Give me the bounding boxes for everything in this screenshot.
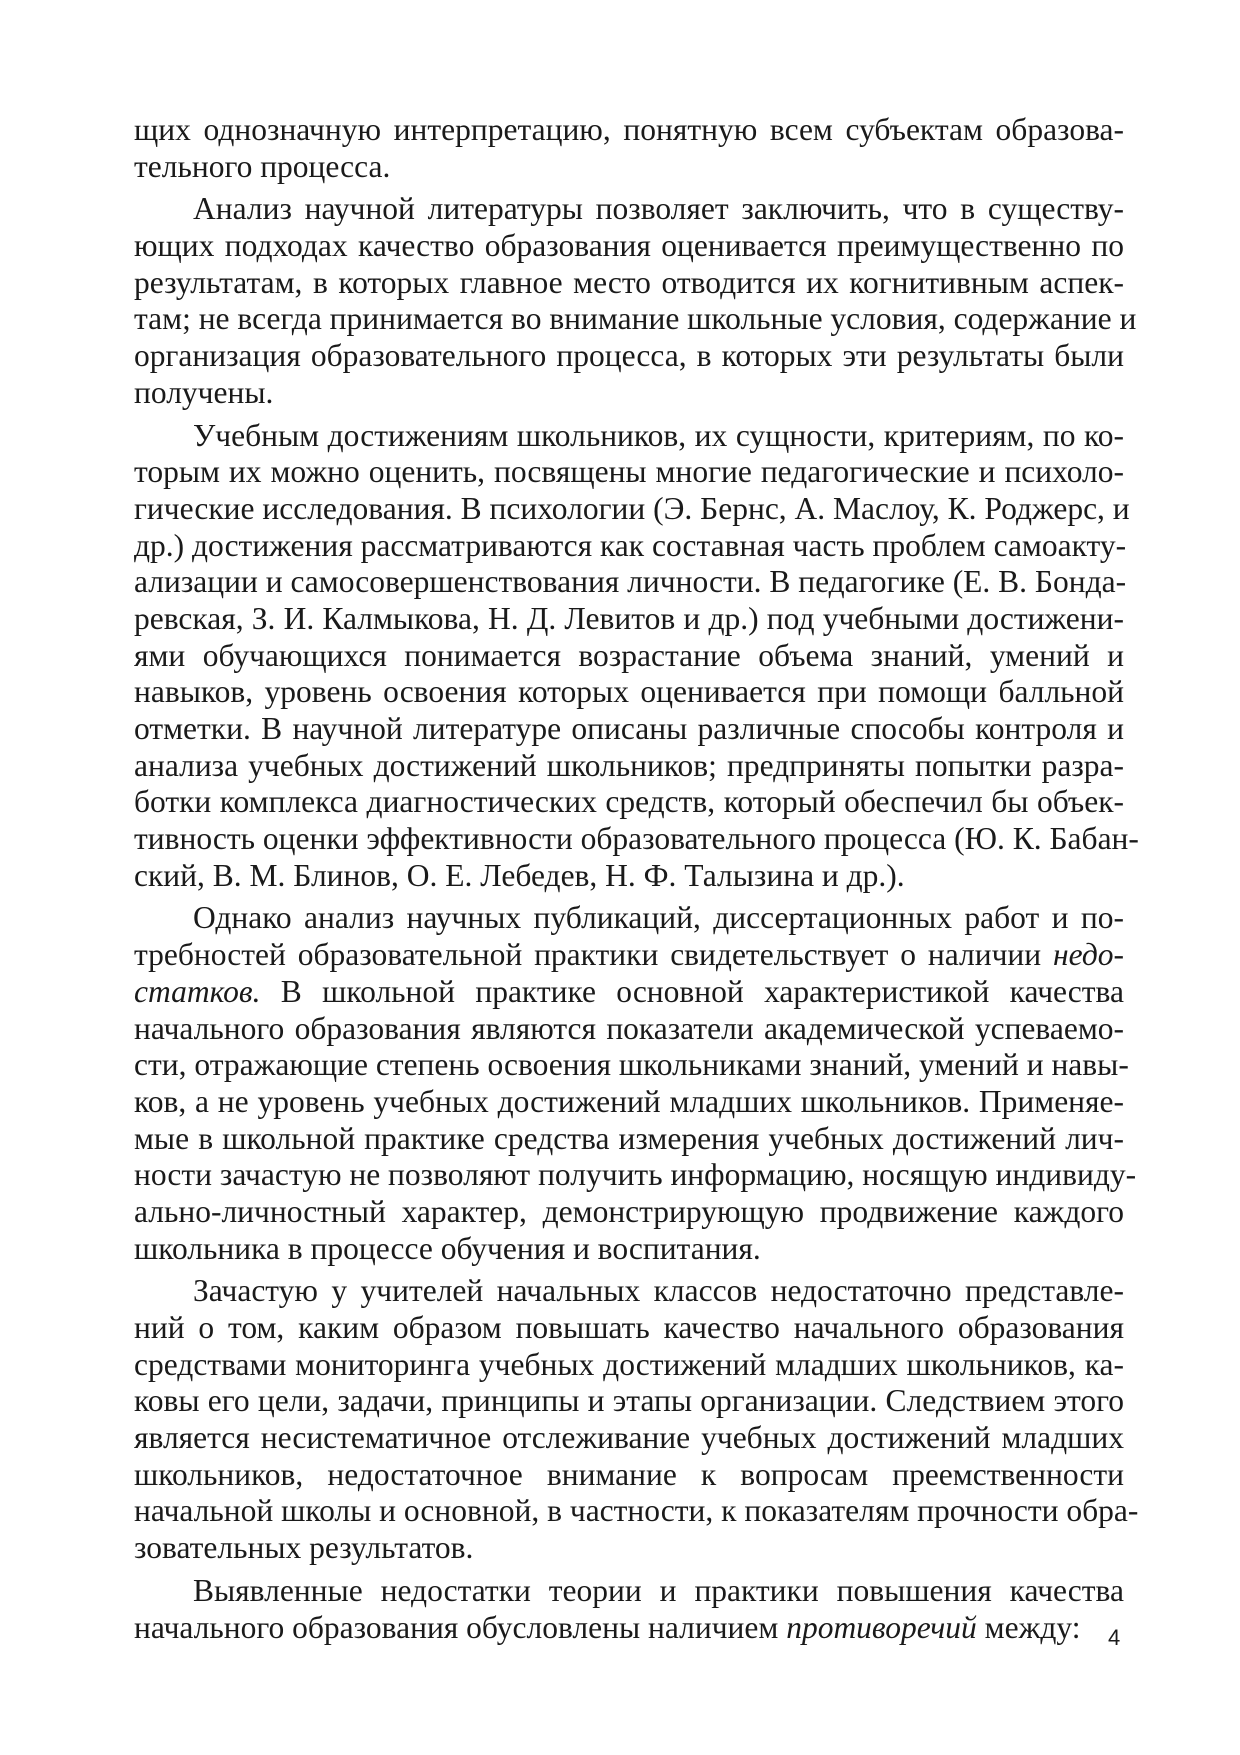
paragraph — [134, 112, 1124, 185]
text-line: ков, а не уровень учебных достижений младших школьников. Применяе- — [134, 1083, 1124, 1119]
text-line: начальной школы и основной, в частности, к показателям прочности обра- — [134, 1493, 1139, 1529]
page-number: 4 — [1108, 1625, 1121, 1650]
paragraph — [134, 191, 1137, 411]
text-line: ний о том, каким образом повышать качество начального образования — [134, 1310, 1124, 1345]
text-run: начального образования обусловлены наличием — [134, 1609, 787, 1645]
text-run: В школьной практике основной характеристикой качества — [260, 973, 1124, 1009]
text-line — [134, 974, 1124, 1011]
text-line: начального образования являются показатели академической успеваемо- — [134, 1010, 1124, 1046]
text-line: др.) достижения рассматриваются как составная часть проблем самоакту- — [134, 527, 1127, 563]
text-run: между: — [976, 1609, 1081, 1645]
text-line: ности зачастую не позволяют получить информацию, носящую индивиду- — [134, 1157, 1137, 1193]
text-line: Однако анализ научных публикаций, диссертационных работ и по- — [193, 900, 1124, 936]
text-line: ревская, З. И. Калмыкова, Н. Д. Левитов и др.) под учебными достижени- — [134, 600, 1124, 636]
text-line: навыков, уровень освоения которых оценивается при помощи балльной — [134, 674, 1124, 710]
text-line: ботки комплекса диагностических средств, который обеспечил бы объек- — [134, 784, 1124, 820]
text-line: Выявленные недостатки теории и практики повышения качества — [193, 1572, 1124, 1608]
text-line: тельного процесса. — [134, 148, 391, 184]
text-line — [134, 937, 1124, 974]
text-line: ковы его цели, задачи, принципы и этапы организации. Следствием этого — [134, 1383, 1124, 1419]
italic-term: статков. — [134, 973, 261, 1009]
text-line: мые в школьной практике средства измерения учебных достижений лич- — [134, 1120, 1124, 1156]
italic-term: недо- — [1053, 937, 1124, 973]
text-line: зовательных результатов. — [134, 1530, 474, 1566]
text-line: Учебным достижениям школьников, их сущности, критериям, по ко- — [193, 417, 1124, 453]
text-line: школьника в процессе обучения и воспитания. — [134, 1230, 761, 1266]
paragraph — [134, 1273, 1139, 1567]
text-line: школьников, недостаточное внимание к вопросам преемственности — [134, 1456, 1124, 1492]
text-line: там; не всегда принимается во внимание школьные условия, содержание и — [134, 301, 1137, 337]
text-line: отметки. В научной литературе описаны различные способы контроля и — [134, 711, 1124, 746]
text-line: тивность оценки эффективности образовательного процесса (Ю. К. Бабан- — [134, 821, 1139, 857]
text-line: торым их можно оценить, посвящены многие педагогические и психоло- — [134, 454, 1124, 490]
text-line: анализа учебных достижений школьников; предприняты попытки разра- — [134, 747, 1124, 783]
text-line: ский, В. М. Блинов, О. Е. Лебедев, Н. Ф. Талызина и др.). — [134, 857, 905, 893]
text-line: ально-личностный характер, демонстрирующую продвижение каждого — [134, 1193, 1124, 1229]
text-line: ющих подходах качество образования оценивается преимущественно по — [134, 228, 1124, 264]
text-line: Зачастую у учителей начальных классов недостаточно представле- — [193, 1273, 1124, 1309]
text-line: организация образовательного процесса, в которых эти результаты были — [134, 338, 1124, 374]
text-line: получены. — [134, 374, 274, 410]
paragraph — [134, 417, 1139, 895]
text-line: ями обучающихся понимается возрастание объема знаний, умений и — [134, 637, 1124, 673]
text-line: щих однозначную интерпретацию, понятную всем субъектам образова- — [134, 112, 1124, 147]
document-page — [134, 112, 1139, 1646]
text-line: является несистематичное отслеживание учебных достижений младших — [134, 1420, 1124, 1456]
paragraph — [134, 1573, 1124, 1646]
text-line — [134, 1610, 1124, 1647]
text-line: сти, отражающие степень освоения школьниками знаний, умений и навы- — [134, 1047, 1129, 1083]
text-line: средствами мониторинга учебных достижений младших школьников, ка- — [134, 1346, 1124, 1382]
paragraph — [134, 900, 1137, 1267]
text-line: Анализ научной литературы позволяет заключить, что в существу- — [193, 191, 1124, 227]
text-line: результатам, в которых главное место отводится их когнитивным аспек- — [134, 264, 1124, 300]
text-line: гические исследования. В психологии (Э. Бернс, А. Маслоу, К. Роджерс, и — [134, 490, 1130, 526]
italic-term: противоречий — [786, 1609, 977, 1645]
text-run: требностей образовательной практики свидетельствует о наличии — [134, 937, 1053, 973]
text-line: ализации и самосовершенствования личности. В педагогике (Е. В. Бонда- — [134, 564, 1127, 600]
